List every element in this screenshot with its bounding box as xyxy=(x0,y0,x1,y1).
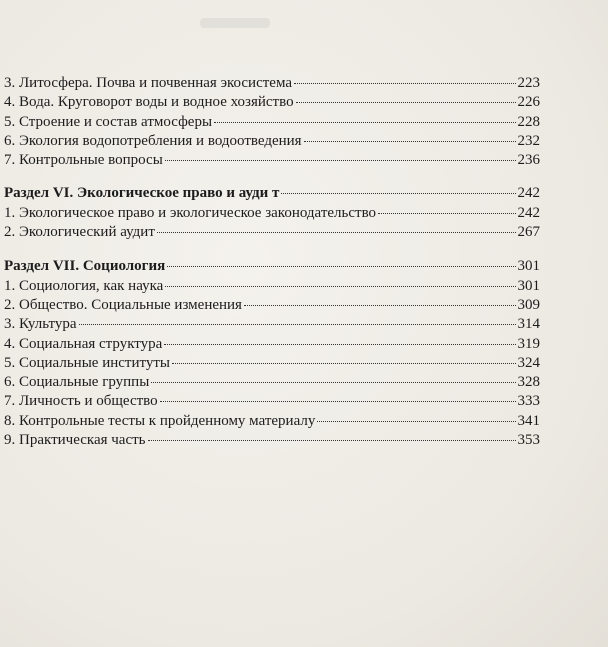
toc-entry xyxy=(4,373,540,392)
dot-leader xyxy=(317,421,515,422)
toc-entry xyxy=(4,113,540,132)
toc-entry xyxy=(4,93,540,112)
dot-leader xyxy=(164,344,515,345)
toc-entry-title: 2. Экологический аудит xyxy=(4,224,155,241)
toc-entry-title: 3. Литосфера. Почва и почвенная экосистема xyxy=(4,75,293,91)
toc-entry-page: 341 xyxy=(517,412,540,429)
toc-entry xyxy=(4,204,540,223)
dot-leader xyxy=(165,286,515,287)
dot-leader xyxy=(244,305,516,306)
dot-leader xyxy=(281,193,515,194)
dot-leader xyxy=(304,141,516,142)
toc-entry-page: 226 xyxy=(517,94,540,111)
toc-entry-page: 314 xyxy=(517,316,540,333)
dot-leader xyxy=(378,213,515,214)
dot-leader xyxy=(148,440,516,441)
toc-entry-page: 301 xyxy=(517,277,540,294)
table-of-contents xyxy=(4,74,540,450)
toc-entry xyxy=(4,412,540,431)
toc-entry-page: 309 xyxy=(517,296,540,313)
toc-entry-page: 328 xyxy=(517,374,540,391)
toc-entry-page: 236 xyxy=(517,152,540,169)
toc-entry-title: 4. Вода. Круговорот воды и водное хозяйство xyxy=(4,94,294,111)
toc-entry-page: 324 xyxy=(517,354,540,371)
dot-leader xyxy=(172,363,516,364)
toc-entry-page: 353 xyxy=(517,432,540,449)
toc-entry-title: 1. Социология, как наука xyxy=(4,277,164,294)
toc-section-title: Раздел VII. Социология xyxy=(4,258,166,275)
toc-entry-title: 7. Личность и общество xyxy=(4,393,158,410)
toc-entry xyxy=(4,223,540,242)
dot-leader xyxy=(294,83,515,84)
toc-entry-title: 5. Строение и состав атмосферы xyxy=(4,113,213,130)
toc-section-heading xyxy=(4,184,540,203)
toc-entry xyxy=(4,354,540,373)
toc-section-page: 242 xyxy=(517,185,540,202)
toc-entry-page: 242 xyxy=(517,204,540,221)
toc-section-page: 301 xyxy=(517,258,540,275)
toc-entry-title: 2. Общество. Социальные изменения xyxy=(4,296,242,313)
dot-leader xyxy=(79,324,516,325)
dot-leader xyxy=(157,232,516,233)
dot-leader xyxy=(296,102,516,103)
toc-entry xyxy=(4,392,540,411)
toc-entry xyxy=(4,296,540,315)
toc-entry xyxy=(4,74,540,93)
dot-leader xyxy=(165,160,516,161)
toc-entry xyxy=(4,151,540,170)
faded-running-header xyxy=(200,18,270,28)
toc-entry xyxy=(4,431,540,450)
toc-entry-page: 267 xyxy=(517,224,540,241)
toc-entry-page: 228 xyxy=(517,113,540,130)
toc-entry xyxy=(4,315,540,334)
toc-entry-page: 232 xyxy=(517,132,540,149)
toc-entry-title: 7. Контрольные вопросы xyxy=(4,152,163,169)
spacer xyxy=(4,170,540,184)
dot-leader xyxy=(214,122,515,123)
dot-leader xyxy=(160,401,516,402)
toc-entry-page: 223 xyxy=(517,75,540,91)
toc-entry-title: 9. Практическая часть xyxy=(4,432,146,449)
toc-section-heading xyxy=(4,257,540,276)
toc-entry-page: 333 xyxy=(517,393,540,410)
toc-entry-title: 3. Культура xyxy=(4,316,77,333)
spacer xyxy=(4,242,540,257)
toc-entry xyxy=(4,335,540,354)
toc-entry xyxy=(4,277,540,296)
toc-entry-title: 1. Экологическое право и экологическое законодательство xyxy=(4,204,377,221)
toc-entry-title: 6. Экология водопотребления и водоотведения xyxy=(4,132,302,149)
toc-entry-title: 5. Социальные институты xyxy=(4,354,170,371)
toc-entry-title: 6. Социальные группы xyxy=(4,374,150,391)
toc-entry-page: 319 xyxy=(517,335,540,352)
toc-entry-title: 8. Контрольные тесты к пройденному материалу xyxy=(4,412,316,429)
dot-leader xyxy=(167,266,515,267)
toc-section-title: Раздел VI. Экологическое право и ауди т xyxy=(4,185,280,202)
toc-entry xyxy=(4,132,540,151)
dot-leader xyxy=(151,382,515,383)
toc-entry-title: 4. Социальная структура xyxy=(4,335,163,352)
